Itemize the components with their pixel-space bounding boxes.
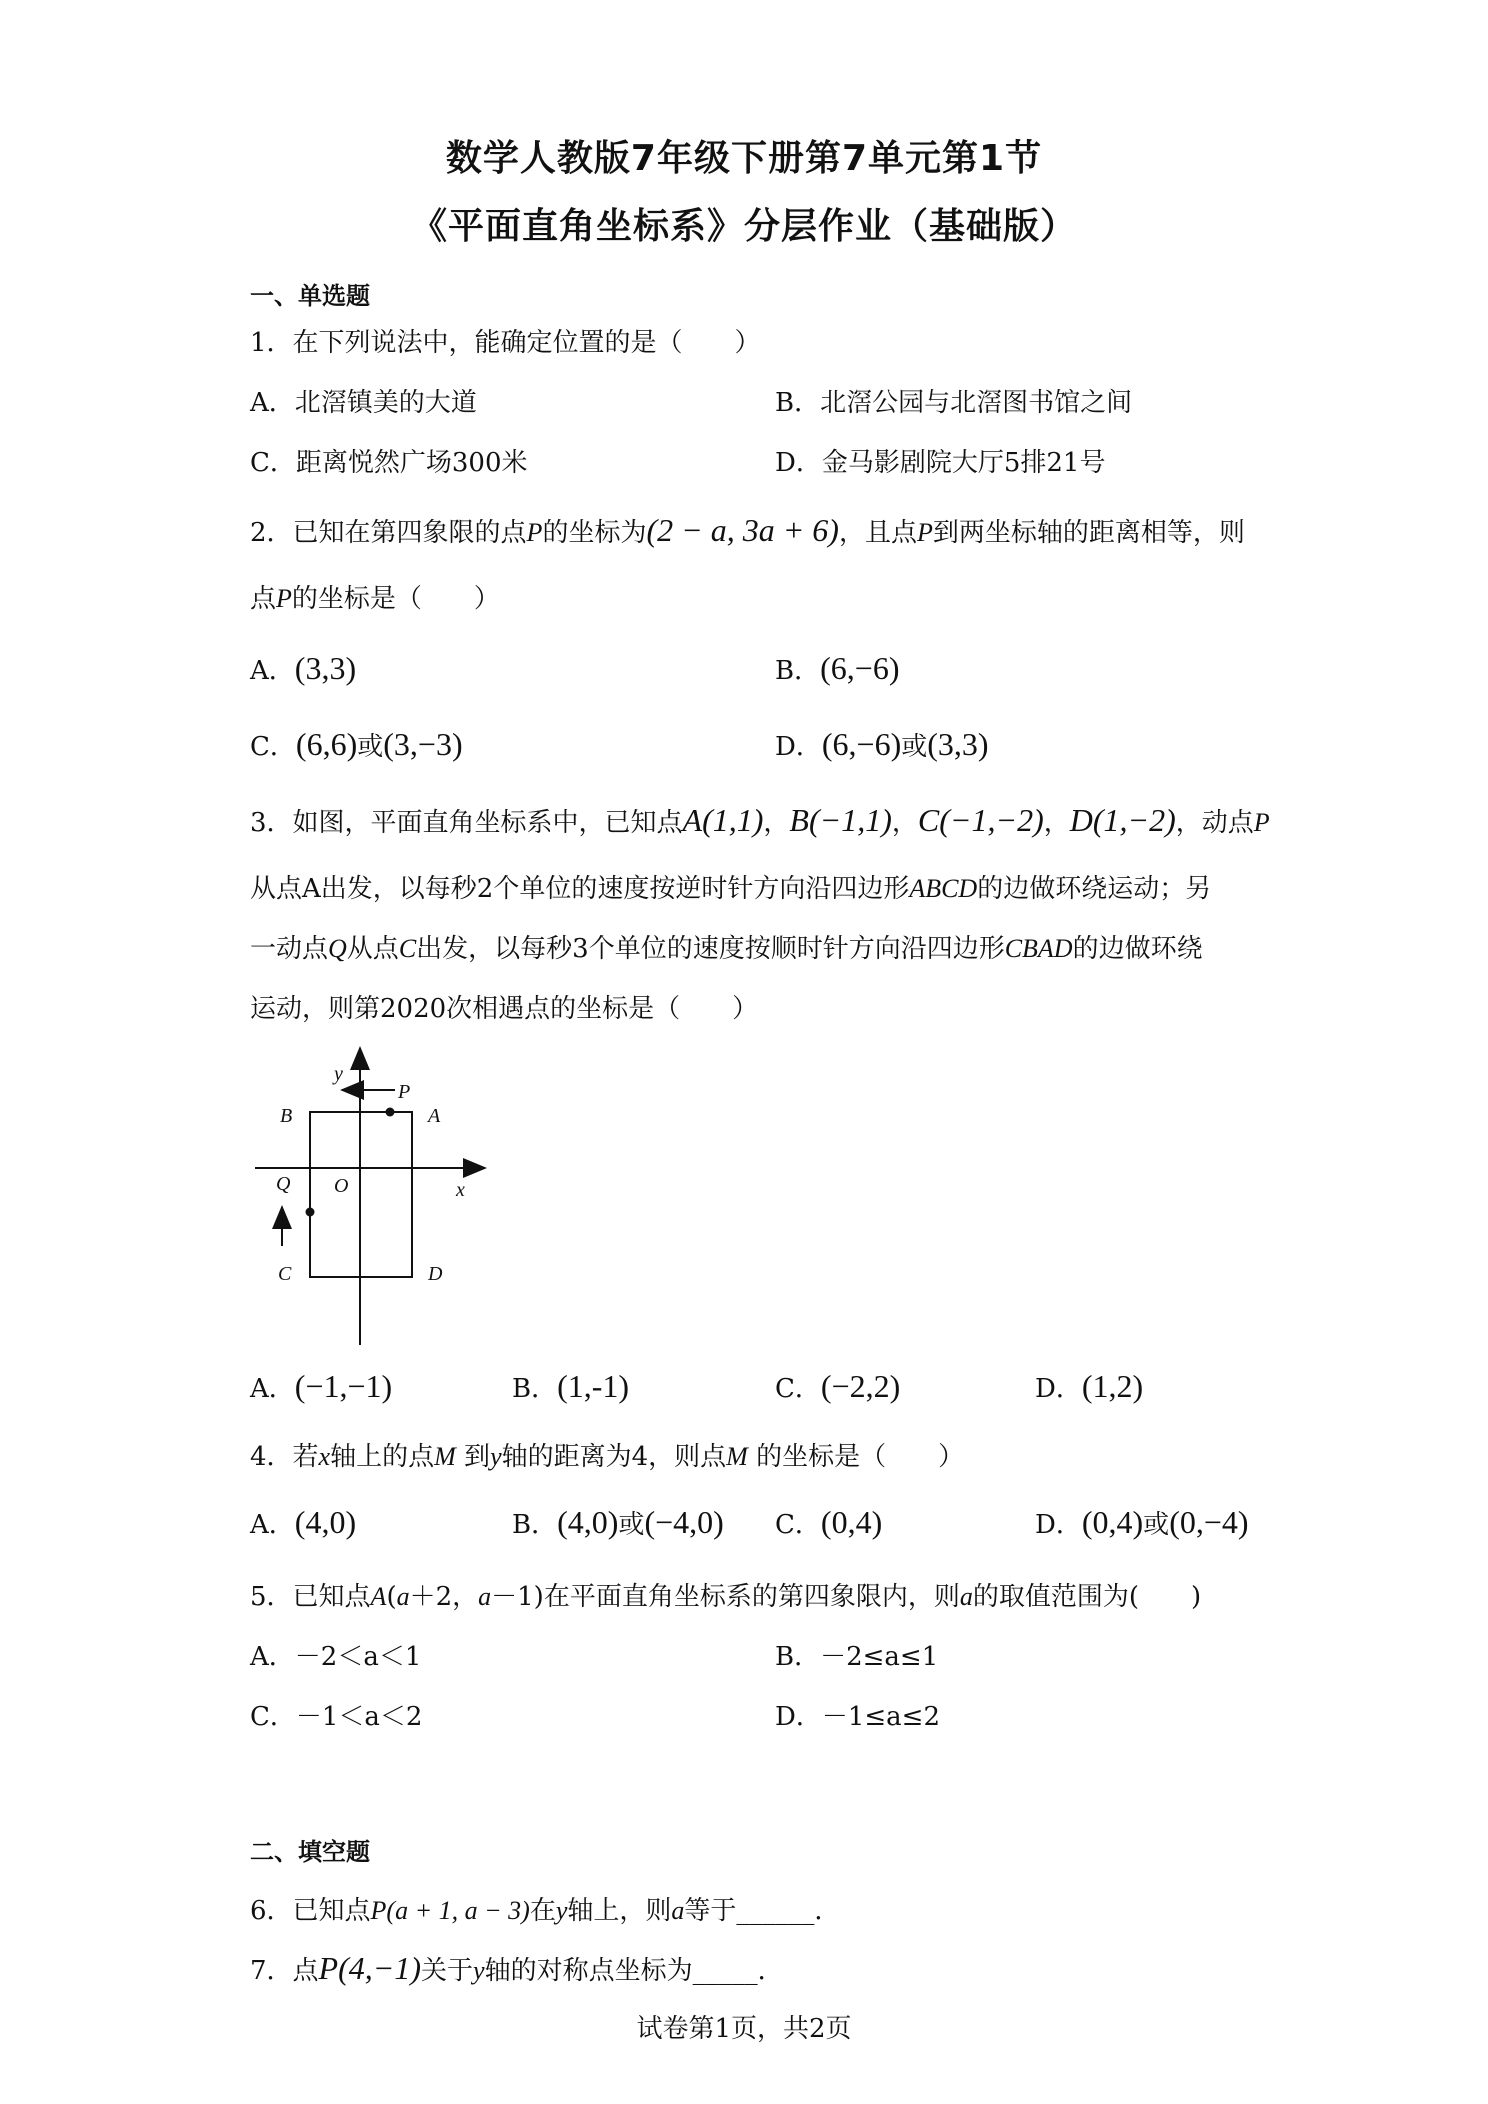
option-or: 或 [1143,1510,1170,1540]
q3-text: 一动点 [250,934,329,964]
q3-quad-abcd: ABCD [909,874,978,903]
question-3-option-b [512,1368,629,1405]
coordinate-figure [250,1040,500,1350]
q2-text: 2．已知在第四象限的点 [250,518,527,548]
label-x: x [456,1179,465,1201]
option-value: (6,−6) [821,726,902,762]
q2-point-p: P [276,584,292,613]
q3-text: 的边做环绕运动；另 [977,874,1212,904]
label-q: Q [276,1173,291,1195]
q3-sep: ， [763,808,790,838]
question-5-option-c: C．－1＜a＜2 [250,1702,423,1732]
question-3-option-c [775,1368,900,1405]
q2-text: 的坐标为 [542,518,647,548]
question-1-stem: 1．在下列说法中，能确定位置的是（ ） [250,328,761,358]
q3-point-b: B(−1,1) [789,802,892,838]
option-or: 或 [357,732,384,762]
q6-point-p: P(a + 1, a − 3) [370,1896,530,1925]
q5-var-a: a [396,1582,410,1611]
q3-quad-cbad: CBAD [1004,934,1073,963]
option-value: (3,3) [927,726,989,762]
q3-point-d: D(1,−2) [1069,802,1176,838]
q7-text: 轴的对称点坐标为_____． [484,1956,784,1986]
question-5-stem [250,1576,1201,1613]
option-label: D． [1035,1510,1082,1540]
question-2-option-a [250,650,356,687]
point-q-dot [306,1208,315,1217]
q2-point-p: P [526,518,543,547]
q3-text: 3．如图，平面直角坐标系中，已知点 [250,808,683,838]
question-4-option-d [1035,1504,1249,1541]
q3-point-c: C(−1,−2) [917,802,1044,838]
q6-text: 在 [529,1896,556,1926]
option-value: (0,−4) [1169,1504,1249,1540]
option-label: A． [250,656,295,686]
question-1-option-d: D．金马影剧院大厅5排21号 [775,448,1106,478]
option-label: B． [512,1374,558,1404]
q7-var-y: y [473,1956,485,1985]
option-value: (−4,0) [644,1504,724,1540]
q5-text: 的取值范围为( ) [972,1582,1202,1612]
label-y: y [334,1063,343,1085]
q3-text: ，动点 [1175,808,1254,838]
option-value: (4,0) [294,1504,357,1540]
question-3-line-4: 运动，则第2020次相遇点的坐标是（ ） [250,994,759,1024]
q7-text: 7．点 [250,1956,319,1986]
q3-point-q: Q [328,934,347,963]
section-heading-single-choice: 一、单选题 [250,282,370,310]
question-1-option-c: C．距离悦然广场300米 [250,448,528,478]
question-6 [250,1890,840,1927]
q5-text: ＋2， [409,1582,479,1612]
q4-text: 的坐标是（ ） [756,1442,965,1472]
question-3-line-3 [250,928,1203,965]
q2-point-p: P [916,518,933,547]
option-label: C． [775,1374,821,1404]
q3-text: 的边做环绕 [1072,934,1203,964]
question-1-option-b: B．北滘公园与北滘图书馆之间 [775,388,1133,418]
q2-coordinate: (2 − a, 3a + 6) [646,512,839,548]
option-or: 或 [901,732,928,762]
label-p: P [398,1081,411,1103]
q4-text: 到 [464,1442,491,1472]
q5-text: －1)在平面直角坐标系的第四象限内，则 [491,1582,960,1612]
q2-text: 点 [250,584,277,614]
q3-point-c: C [398,934,417,963]
title-line-2: 《平面直角坐标系》分层作业（基础版） [410,206,1077,247]
q6-var-a: a [671,1896,685,1925]
option-value: (4,0) [557,1504,619,1540]
question-1-option-a: A．北滘镇美的大道 [250,388,477,418]
q4-point-m: M [726,1442,748,1471]
question-3-line-1 [250,802,1270,839]
q3-sep: ， [891,808,918,838]
option-value: (6,−6) [820,650,900,686]
q6-text: 轴上，则 [567,1896,672,1926]
option-value: (1,2) [1081,1368,1144,1404]
question-5-option-b: B．－2≤a≤1 [775,1642,939,1672]
question-5-option-a: A．－2＜a＜1 [250,1642,422,1672]
q3-text: 从点 [346,934,399,964]
question-4-stem [250,1436,964,1473]
option-value: (−2,2) [820,1368,901,1404]
q7-text: 关于 [421,1956,474,1986]
page-footer: 试卷第1页，共2页 [636,2014,852,2044]
question-2-option-b [775,650,899,687]
title-line-1: 数学人教版7年级下册第7单元第1节 [445,138,1043,179]
q5-text: 5．已知点 [250,1582,371,1612]
q5-var-a: a [959,1582,973,1611]
option-label: B． [775,656,821,686]
q2-text: 到两坐标轴的距离相等，则 [932,518,1245,548]
option-label: D． [775,732,822,762]
q6-text: 等于______． [684,1896,841,1926]
q5-var-a: a [478,1582,492,1611]
option-label: A． [250,1510,295,1540]
question-4-option-c [775,1504,882,1541]
question-4-option-b [512,1504,724,1541]
question-3-option-d [1035,1368,1143,1405]
option-value: (0,4) [1081,1504,1144,1540]
q4-text: 轴上的点 [330,1442,435,1472]
option-value: (0,4) [820,1504,883,1540]
q7-point-p: P(4,−1) [318,1950,421,1986]
question-5-option-d: D．－1≤a≤2 [775,1702,941,1732]
q3-point-p: P [1253,808,1270,837]
question-2-option-d [775,726,989,763]
option-label: C． [250,732,296,762]
option-label: D． [1035,1374,1082,1404]
label-c: C [278,1263,292,1285]
q2-text: ，且点 [838,518,917,548]
q3-text: 出发，以每秒3个单位的速度按顺时针方向沿四边形 [416,934,1005,964]
q5-text: ( [386,1582,397,1612]
label-a: A [428,1105,441,1127]
label-b: B [280,1105,293,1127]
question-2-stem-line-2 [250,578,500,615]
section-heading-fill-blank: 二、填空题 [250,1838,370,1866]
q3-point-a: A(1,1) [682,802,764,838]
q4-point-m: M [434,1442,456,1471]
q4-text: 轴的距离为4，则点 [501,1442,727,1472]
option-value: (1,-1) [557,1368,630,1404]
option-value: (−1,−1) [294,1368,393,1404]
option-label: A． [250,1374,295,1404]
q6-var-y: y [555,1896,568,1925]
question-3-option-a [250,1368,392,1405]
option-label: C． [775,1510,821,1540]
question-3-line-2 [250,868,1211,905]
q6-text: 6．已知点 [250,1896,371,1926]
q3-sep: ， [1043,808,1070,838]
question-2-stem-line-1 [250,512,1245,549]
question-4-option-a [250,1504,356,1541]
option-or: 或 [618,1510,645,1540]
option-value: (3,3) [294,650,357,686]
option-label: B． [512,1510,558,1540]
q4-text: 4．若 [250,1442,319,1472]
q5-point-a: A [370,1582,387,1611]
question-2-option-c [250,726,463,763]
option-value: (6,6) [295,726,358,762]
question-7 [250,1950,784,1987]
label-o: O [334,1175,349,1197]
q4-var-x: x [318,1442,331,1471]
point-p-dot [386,1108,395,1117]
q4-var-y: y [490,1442,502,1471]
option-value: (3,−3) [383,726,463,762]
q3-text: 从点A出发，以每秒2个单位的速度按逆时针方向沿四边形 [250,874,910,904]
q2-text: 的坐标是（ ） [291,584,500,614]
label-d: D [428,1263,443,1285]
